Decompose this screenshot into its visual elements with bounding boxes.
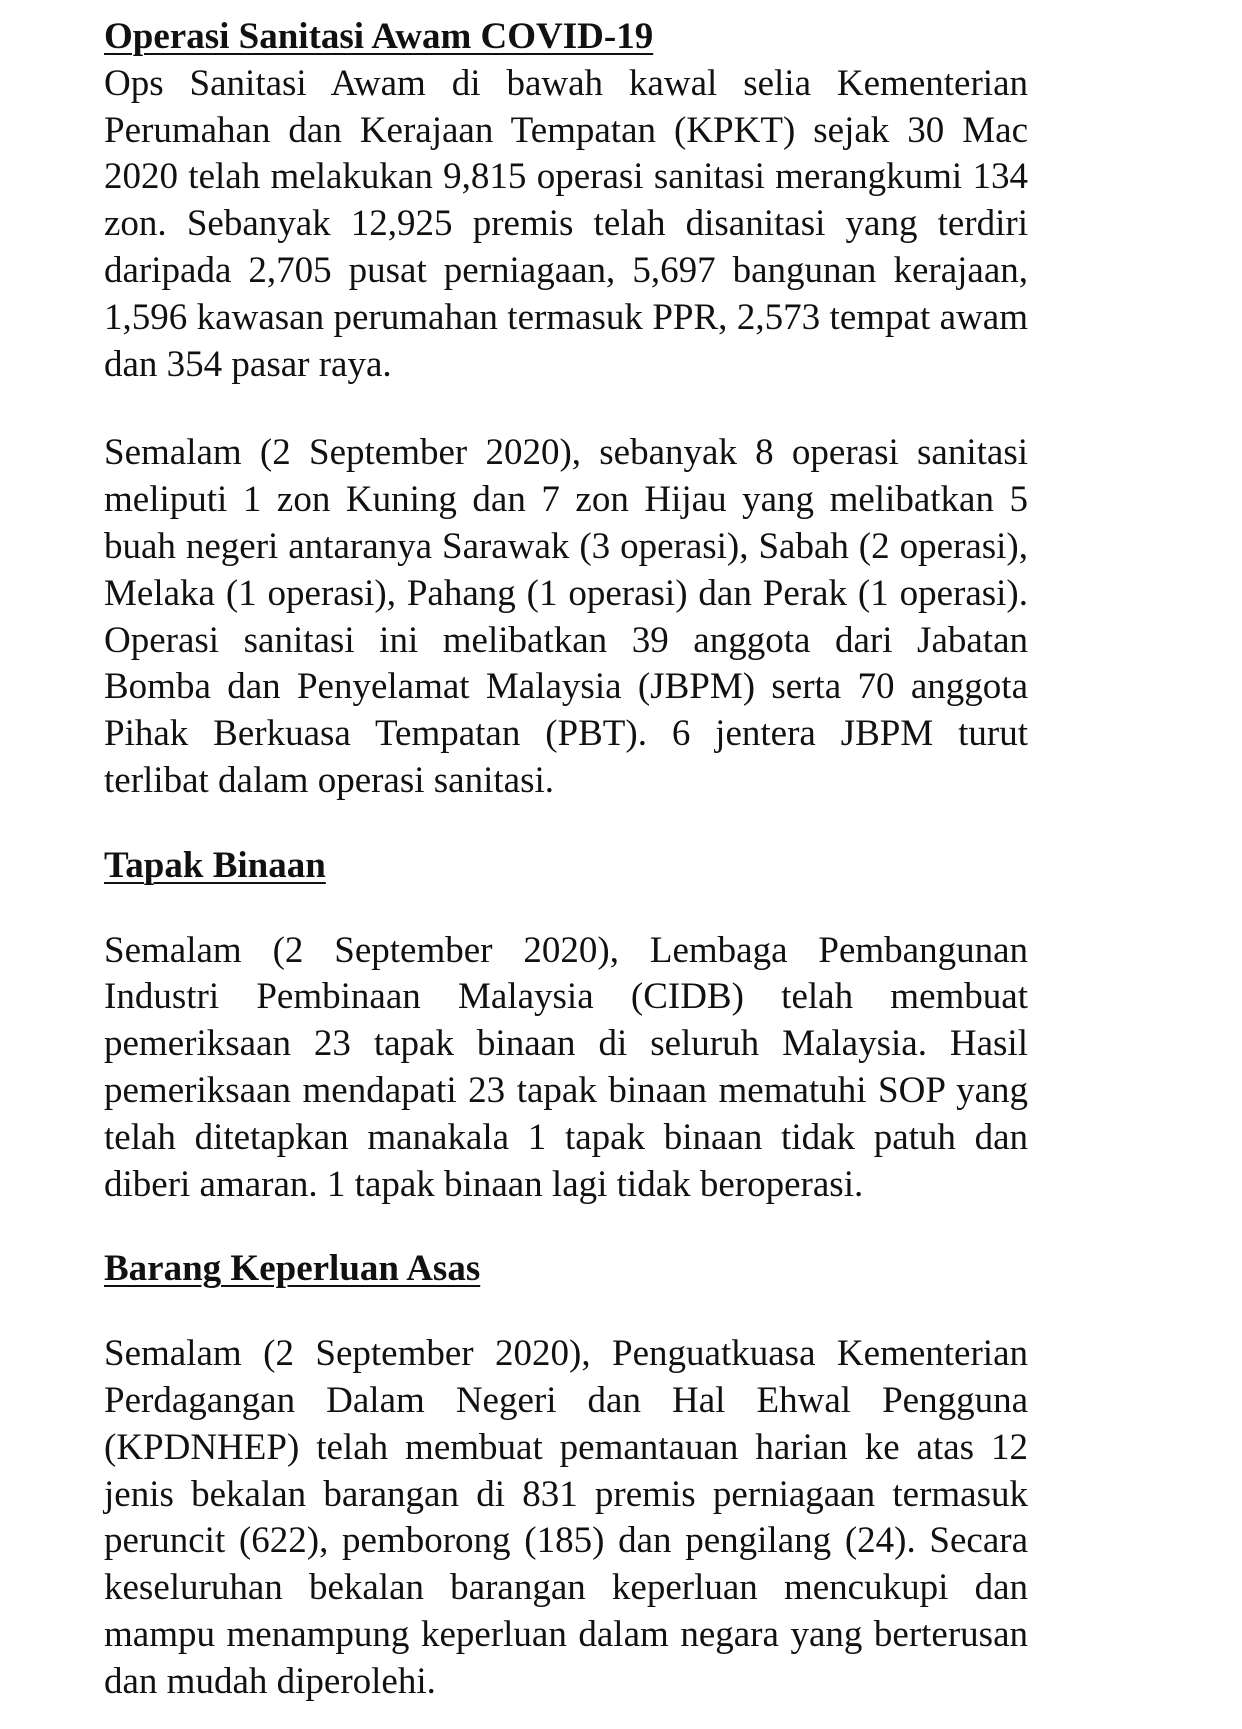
heading-operasi-sanitasi: Operasi Sanitasi Awam COVID-19 (104, 16, 654, 57)
paragraph-barang-keperluan: Semalam (2 September 2020), Penguatkuasa Kementerian Perdagangan Dalam Negeri dan Hal Ehwal Pengguna (KPDNHEP) telah membuat pemantauan harian ke atas 12 jenis bekalan barangan di 831 premis perniagaan termasuk peruncit (622), pemborong (185) dan pengilang (24). Secara keseluruhan bekalan barangan keperluan mencukupi dan mampu menampung keperluan dalam negara yang berterusan dan mudah diperolehi. (104, 1333, 1028, 1702)
paragraph-ops-sanitasi-yesterday: Semalam (2 September 2020), sebanyak 8 operasi sanitasi meliputi 1 zon Kuning dan 7 zon Hijau yang melibatkan 5 buah negeri antaranya Sarawak (3 operasi), Sabah (2 operasi), Melaka (1 operasi), Pahang (1 operasi) dan Perak (1 operasi). Operasi sanitasi ini melibatkan 39 anggota dari Jabatan Bomba dan Penyelamat Malaysia (JBPM) serta 70 anggota Pihak Berkuasa Tempatan (PBT). 6 jentera JBPM turut terlibat dalam operasi sanitasi. (104, 432, 1028, 801)
heading-barang-keperluan-asas: Barang Keperluan Asas (104, 1248, 481, 1290)
paragraph-tapak-binaan: Semalam (2 September 2020), Lembaga Pembangunan Industri Pembinaan Malaysia (CIDB) telah membuat pemeriksaan 23 tapak binaan di seluruh Malaysia. Hasil pemeriksaan mendapati 23 tapak binaan mematuhi SOP yang telah ditetapkan manakala 1 tapak binaan tidak patuh dan diberi amaran. 1 tapak binaan lagi tidak beroperasi. (104, 929, 1028, 1205)
document-page (104, 14, 1028, 1706)
heading-tapak-binaan: Tapak Binaan (104, 844, 326, 886)
paragraph-ops-sanitasi-summary: Ops Sanitasi Awam di bawah kawal selia Kementerian Perumahan dan Kerajaan Tempatan (KPKT) sejak 30 Mac 2020 telah melakukan 9,815 operasi sanitasi merangkumi 134 zon. Sebanyak 12,925 premis telah disanitasi yang terdiri daripada 2,705 pusat perniagaan, 5,697 bangunan kerajaan, 1,596 kawasan perumahan termasuk PPR, 2,573 tempat awam dan 354 pasar raya. (104, 62, 1028, 385)
